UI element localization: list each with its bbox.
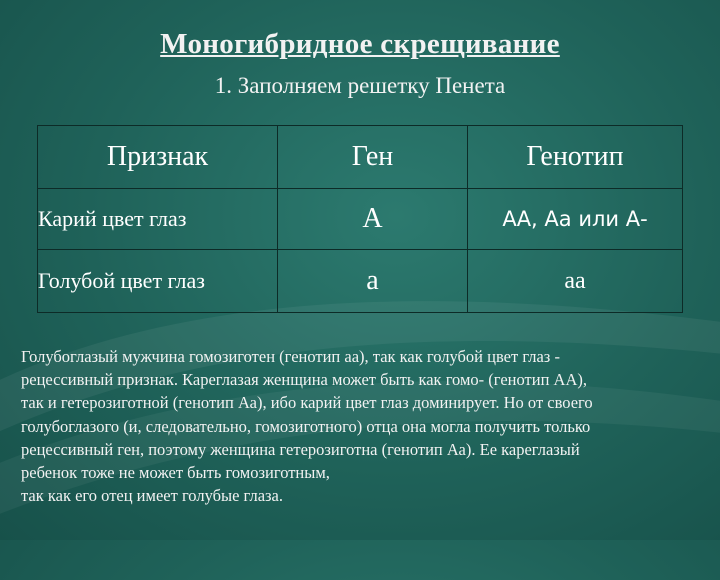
genotype-cell: аа bbox=[468, 250, 683, 313]
paragraph-line: так как его отец имеет голубые глаза. bbox=[21, 486, 283, 506]
paragraph-line: рецессивный признак. Кареглазая женщина может быть как гомо- (генотип АА), bbox=[21, 370, 587, 390]
slide-title: Моногибридное скрещивание bbox=[160, 28, 560, 60]
table-row bbox=[38, 250, 683, 313]
slide-subtitle: 1. Заполняем решетку Пенета bbox=[214, 73, 506, 98]
punnett-table bbox=[37, 125, 683, 313]
gene-cell: А bbox=[278, 189, 468, 250]
explanation-paragraph bbox=[21, 345, 711, 507]
table-row bbox=[38, 189, 683, 250]
header-gene: Ген bbox=[278, 126, 468, 189]
trait-cell: Карий цвет глаз bbox=[38, 189, 278, 250]
paragraph-line: Голубоглазый мужчина гомозиготен (генотип аа), так как голубой цвет глаз - bbox=[21, 347, 560, 366]
paragraph-line: ребенок тоже не может быть гомозиготным, bbox=[21, 463, 330, 483]
table-header-row bbox=[38, 126, 683, 189]
header-genotype: Генотип bbox=[468, 126, 683, 189]
header-trait: Признак bbox=[38, 126, 278, 189]
paragraph-line: голубоглазого (и, следовательно, гомозиготного) отца она могла получить только bbox=[21, 416, 591, 436]
gene-cell: а bbox=[278, 250, 468, 313]
genotype-cell: АА, Аа или А- bbox=[468, 189, 683, 250]
paragraph-line: так и гетерозиготной (генотип Аа), ибо карий цвет глаз доминирует. Но от своего bbox=[21, 393, 593, 413]
paragraph-line: рецессивный ген, поэтому женщина гетерозиготна (генотип Аа). Ее кареглазый bbox=[21, 439, 580, 459]
trait-cell: Голубой цвет глаз bbox=[38, 250, 278, 313]
